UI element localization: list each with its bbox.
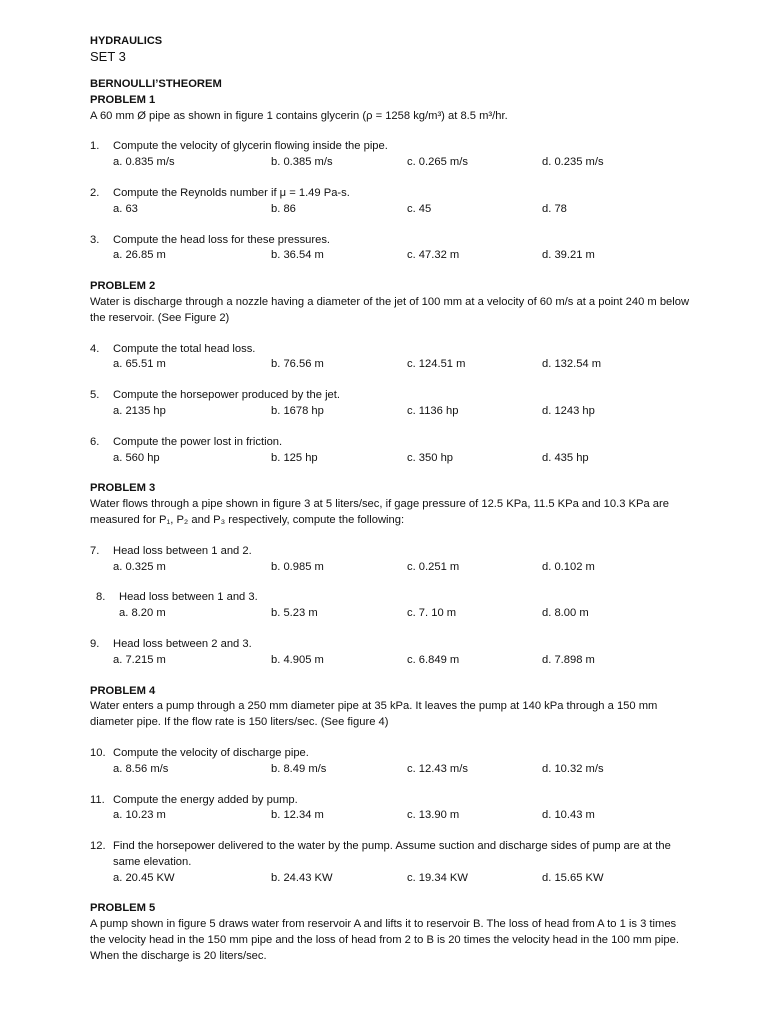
question-text: Compute the velocity of glycerin flowing inside the pipe. xyxy=(113,140,388,153)
question-12 xyxy=(90,839,690,886)
question-number: 6. xyxy=(90,435,100,448)
option-b: b. 0.985 m xyxy=(271,560,324,573)
question-number: 9. xyxy=(90,637,100,650)
option-c: c. 7. 10 m xyxy=(407,607,457,620)
answer-options xyxy=(90,248,690,264)
question-number: 5. xyxy=(90,389,100,402)
problem-1 xyxy=(90,93,690,264)
question-text: Compute the total head loss. xyxy=(113,342,256,355)
option-a: a. 2135 hp xyxy=(113,404,166,417)
option-d: d. 1243 hp xyxy=(542,404,595,417)
option-c: c. 0.265 m/s xyxy=(407,156,468,169)
option-c: c. 124.51 m xyxy=(407,358,466,371)
answer-options xyxy=(90,808,690,824)
option-b: b. 8.49 m/s xyxy=(271,762,327,775)
option-c: c. 1136 hp xyxy=(407,404,459,417)
answer-options xyxy=(90,871,690,887)
option-b: b. 24.43 KW xyxy=(271,871,333,884)
option-d: d. 0.102 m xyxy=(542,560,595,573)
option-a: a. 560 hp xyxy=(113,451,160,464)
option-c: c. 350 hp xyxy=(407,451,454,464)
problem-3 xyxy=(90,481,690,668)
option-c: c. 0.251 m xyxy=(407,560,460,573)
question-9 xyxy=(90,637,690,669)
option-b: b. 76.56 m xyxy=(271,358,324,371)
problem-5 xyxy=(90,901,690,964)
option-c: c. 45 xyxy=(407,202,432,215)
problem-title: PROBLEM 5 xyxy=(90,902,156,915)
question-text: Compute the Reynolds number if μ = 1.49 Pa-s. xyxy=(113,186,350,199)
question-text: Compute the horsepower produced by the jet. xyxy=(113,389,340,402)
option-d: d. 15.65 KW xyxy=(542,871,604,884)
problem-title: PROBLEM 2 xyxy=(90,280,156,293)
question-6 xyxy=(90,435,690,467)
option-c: c. 13.90 m xyxy=(407,809,460,822)
option-b: b. 0.385 m/s xyxy=(271,156,333,169)
option-c: c. 12.43 m/s xyxy=(407,762,468,775)
question-text: Compute the head loss for these pressures. xyxy=(113,233,331,246)
option-a: a. 8.20 m xyxy=(119,607,166,620)
option-c: c. 6.849 m xyxy=(407,653,460,666)
option-a: a. 10.23 m xyxy=(113,809,166,822)
problem-title: PROBLEM 3 xyxy=(90,482,156,495)
option-b: b. 1678 hp xyxy=(271,404,324,417)
question-text: Compute the velocity of discharge pipe. xyxy=(113,746,309,759)
problem-title: PROBLEM 4 xyxy=(90,684,156,697)
question-5 xyxy=(90,388,690,420)
option-a: a. 65.51 m xyxy=(113,358,166,371)
question-number: 8. xyxy=(96,591,106,604)
option-d: d. 435 hp xyxy=(542,451,589,464)
option-a: a. 20.45 KW xyxy=(113,871,175,884)
question-text: Head loss between 1 and 3. xyxy=(119,591,258,604)
question-text: Compute the energy added by pump. xyxy=(113,793,298,806)
option-a: a. 26.85 m xyxy=(113,249,166,262)
problem-2 xyxy=(90,279,690,466)
question-number: 10. xyxy=(90,746,106,759)
option-d: d. 7.898 m xyxy=(542,653,595,666)
question-text: Find the horsepower delivered to the water by the pump. Assume suction and discharge sides of pump are at the same elevation. xyxy=(113,840,671,868)
question-number: 3. xyxy=(90,233,100,246)
option-a: a. 7.215 m xyxy=(113,653,166,666)
question-11 xyxy=(90,793,690,825)
question-10 xyxy=(90,746,690,778)
answer-options xyxy=(90,451,690,467)
answer-options xyxy=(90,404,690,420)
question-2 xyxy=(90,186,690,218)
set-heading: SET 3 xyxy=(90,49,126,64)
document-page xyxy=(90,34,690,965)
question-4 xyxy=(90,342,690,374)
problem-title: PROBLEM 1 xyxy=(90,93,156,106)
option-b: b. 12.34 m xyxy=(271,809,324,822)
answer-options xyxy=(90,560,690,576)
question-text: Head loss between 2 and 3. xyxy=(113,637,252,650)
problem-statement: Water is discharge through a nozzle having a diameter of the jet of 100 mm at a velocity of 60 m/s at a point 240 m below the reservoir. (See Figure 2) xyxy=(90,295,690,324)
question-number: 12. xyxy=(90,840,106,853)
option-d: d. 10.43 m xyxy=(542,809,595,822)
question-text: Compute the power lost in friction. xyxy=(113,435,283,448)
question-number: 2. xyxy=(90,186,100,199)
option-a: a. 8.56 m/s xyxy=(113,762,169,775)
option-b: b. 5.23 m xyxy=(271,607,318,620)
option-d: d. 132.54 m xyxy=(542,358,602,371)
question-8 xyxy=(90,590,690,622)
question-number: 1. xyxy=(90,140,100,153)
answer-options xyxy=(90,762,690,778)
answer-options xyxy=(90,155,690,171)
problem-statement: A pump shown in figure 5 draws water from reservoir A and lifts it to reservoir B. The loss of head from A to 1 is 3 times the velocity head in the 150 mm pipe and the loss of head from 2 to B is 20 times the velocity head in the 100 mm pipe. When the discharge is 20 liters/sec. xyxy=(90,918,679,962)
problem-4 xyxy=(90,684,690,887)
option-d: d. 78 xyxy=(542,202,567,215)
subject-heading: HYDRAULICS xyxy=(90,35,163,47)
question-1 xyxy=(90,139,690,171)
option-a: a. 0.325 m xyxy=(113,560,166,573)
option-d: d. 10.32 m/s xyxy=(542,762,604,775)
option-b: b. 86 xyxy=(271,202,296,215)
answer-options xyxy=(90,653,690,669)
option-d: d. 8.00 m xyxy=(542,607,589,620)
problem-statement: Water enters a pump through a 250 mm diameter pipe at 35 kPa. It leaves the pump at 140 kPa through a 150 mm diameter pipe. If the flow rate is 150 liters/sec. (See figure 4) xyxy=(90,700,658,729)
option-a: a. 0.835 m/s xyxy=(113,156,175,169)
answer-options xyxy=(90,606,690,622)
problem-statement: A 60 mm Ø pipe as shown in figure 1 contains glycerin (ρ = 1258 kg/m³) at 8.5 m³/hr. xyxy=(90,109,508,122)
question-number: 11. xyxy=(90,793,105,806)
problem-statement: Water flows through a pipe shown in figure 3 at 5 liters/sec, if gage pressure of 12.5 KPa, 11.5 KPa and 10.3 KPa are measured for P₁, P₂ and P₃ respectively, compute the following: xyxy=(90,498,669,526)
option-c: c. 47.32 m xyxy=(407,249,460,262)
section-title: BERNOULLI’STHEOREM xyxy=(90,78,222,90)
option-a: a. 63 xyxy=(113,202,138,215)
question-7 xyxy=(90,544,690,576)
question-text: Head loss between 1 and 2. xyxy=(113,544,252,557)
answer-options xyxy=(90,357,690,373)
option-b: b. 4.905 m xyxy=(271,653,324,666)
question-number: 4. xyxy=(90,342,100,355)
answer-options xyxy=(90,202,690,218)
option-d: d. 39.21 m xyxy=(542,249,595,262)
option-d: d. 0.235 m/s xyxy=(542,156,604,169)
question-3 xyxy=(90,233,690,265)
question-number: 7. xyxy=(90,544,100,557)
option-b: b. 36.54 m xyxy=(271,249,324,262)
option-b: b. 125 hp xyxy=(271,451,318,464)
option-c: c. 19.34 KW xyxy=(407,871,468,884)
